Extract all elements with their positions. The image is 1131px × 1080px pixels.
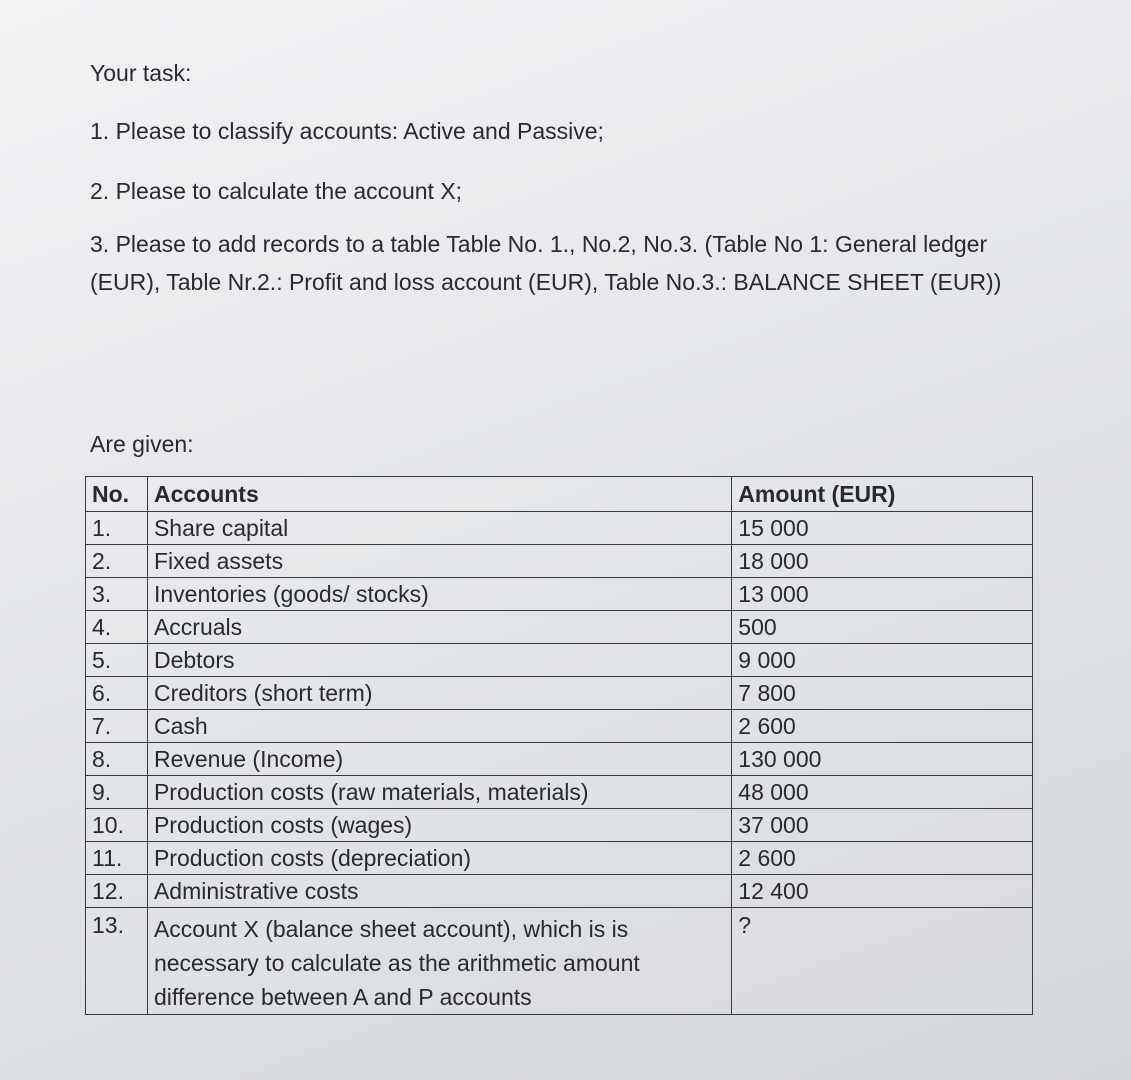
table-row bbox=[86, 710, 1033, 743]
task-title: Your task: bbox=[90, 60, 192, 86]
header-no: No. bbox=[86, 477, 148, 512]
row-no: 12. bbox=[86, 875, 148, 908]
header-accounts: Accounts bbox=[147, 477, 731, 512]
row-no: 3. bbox=[86, 578, 148, 611]
table-row bbox=[86, 545, 1033, 578]
row-account: Production costs (wages) bbox=[147, 809, 731, 842]
row-account: Production costs (depreciation) bbox=[147, 842, 731, 875]
row-amount: 18 000 bbox=[732, 545, 1033, 578]
table-row bbox=[86, 842, 1033, 875]
row-amount: 2 600 bbox=[732, 842, 1033, 875]
given-accounts-table bbox=[85, 476, 1033, 1015]
row-no: 9. bbox=[86, 776, 148, 809]
table-row bbox=[86, 875, 1033, 908]
row-amount: 15 000 bbox=[732, 512, 1033, 545]
table-row bbox=[86, 578, 1033, 611]
table-header-row bbox=[86, 477, 1033, 512]
row-no: 4. bbox=[86, 611, 148, 644]
row-account: Creditors (short term) bbox=[147, 677, 731, 710]
row-no: 1. bbox=[86, 512, 148, 545]
row-no: 8. bbox=[86, 743, 148, 776]
task-item-2: 2. Please to calculate the account X; bbox=[90, 178, 463, 204]
row-account: Administrative costs bbox=[147, 875, 731, 908]
row-amount: 12 400 bbox=[732, 875, 1033, 908]
row-account: Debtors bbox=[147, 644, 731, 677]
table-row bbox=[86, 809, 1033, 842]
row-amount: ? bbox=[732, 908, 1033, 1015]
task-item-3: 3. Please to add records to a table Table No. 1., No.2, No.3. (Table No 1: General ledger (EUR), Table Nr.2.: Profit and loss account (EUR), Table No.3.: BALANCE SHEET (EUR)) bbox=[90, 231, 1002, 295]
row-no: 11. bbox=[86, 842, 148, 875]
row-amount: 500 bbox=[732, 611, 1033, 644]
row-amount: 9 000 bbox=[732, 644, 1033, 677]
row-amount: 37 000 bbox=[732, 809, 1033, 842]
table-row bbox=[86, 611, 1033, 644]
row-account: Cash bbox=[147, 710, 731, 743]
row-no: 2. bbox=[86, 545, 148, 578]
row-account-text: Account X (balance sheet account), which is is necessary to calculate as the arithmetic amount difference between A and P accounts bbox=[153, 916, 640, 1010]
table-row bbox=[86, 776, 1033, 809]
row-no: 6. bbox=[86, 677, 148, 710]
row-amount: 13 000 bbox=[732, 578, 1033, 611]
table-row bbox=[86, 644, 1033, 677]
row-account: Production costs (raw materials, materials) bbox=[147, 776, 731, 809]
table-row bbox=[86, 677, 1033, 710]
row-no: 5. bbox=[86, 644, 148, 677]
table-row bbox=[86, 908, 1033, 1015]
row-account: Share capital bbox=[147, 512, 731, 545]
row-account bbox=[147, 908, 731, 1015]
row-amount: 130 000 bbox=[732, 743, 1033, 776]
row-no: 13. bbox=[86, 908, 148, 1015]
row-account: Inventories (goods/ stocks) bbox=[147, 578, 731, 611]
row-account: Fixed assets bbox=[147, 545, 731, 578]
table-row bbox=[86, 512, 1033, 545]
given-title: Are given: bbox=[90, 431, 194, 457]
row-amount: 7 800 bbox=[732, 677, 1033, 710]
row-no: 10. bbox=[86, 809, 148, 842]
table-row bbox=[86, 743, 1033, 776]
row-account: Revenue (Income) bbox=[147, 743, 731, 776]
row-amount: 48 000 bbox=[732, 776, 1033, 809]
row-amount: 2 600 bbox=[732, 710, 1033, 743]
header-amount: Amount (EUR) bbox=[732, 477, 1033, 512]
row-no: 7. bbox=[86, 710, 148, 743]
row-account: Accruals bbox=[147, 611, 731, 644]
task-item-1: 1. Please to classify accounts: Active and Passive; bbox=[90, 118, 604, 144]
